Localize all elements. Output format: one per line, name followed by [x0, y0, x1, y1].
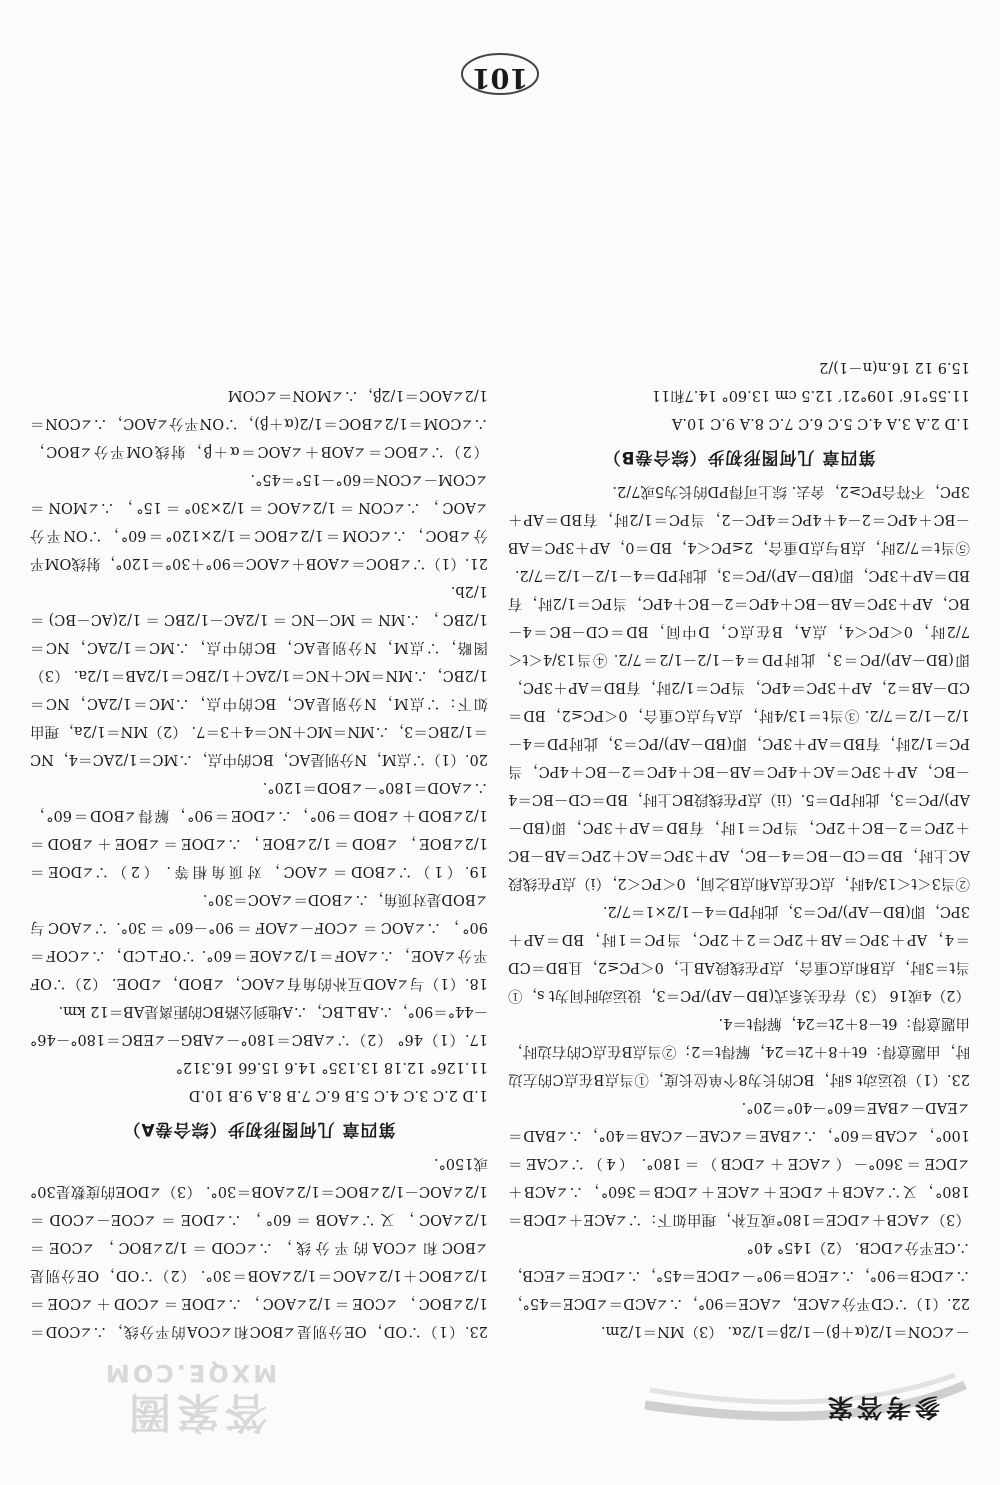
answer-paragraph: 11.126° 12.18 13.135° 14.6 15.66 16.312° [175, 1059, 488, 1075]
answer-paragraph: 20.（1）∵点M，N分别是AC，BC的中点，∴MC＝1/2AC＝4，NC＝1/2BC＝3，∴MN＝MC＋NC＝4＋3＝7. （2）MN＝1/2a，理由如下：∵点M，N分别是AC，BC的中点，∴MC＝1/2AC，NC＝1/2BC，∴MN＝MC＋NC＝1/2AC＋1/2BC＝1/2AB＝1/2a. （3）图略，∵点M，N分别是AC，BC的中点，∴MC＝1/2AC，NC＝1/2BC，∴MN＝MC－NC＝1/2AC－1/2BC＝1/2(AC－BC)＝1/2b. [30, 583, 488, 767]
answer-paragraph: 21.（1）∵∠BOC＝∠AOB＋∠AOC＝90°＋30°＝120°，射线OM平分∠BOC，∴∠COM＝1/2∠BOC＝1/2×120°＝60°，∵ON平分∠AOC，∴∠CON＝1/2∠AOC＝1/2×30°＝15°，∴∠MON＝∠COM－∠CON＝60°－15°＝45°. [30, 471, 488, 571]
answer-paragraph: －∠CON＝1/2(α＋β)－1/2β＝1/2α. （3）MN＝1/2m. [600, 1323, 970, 1339]
answer-paragraph: 17.（1）46° （2）∵∠ABC＝180°－∠ABG－∠EBC＝180°－46°－44°＝90°，∴AB⊥BC，∴A地到公路BC的距离是AB＝12 km. [30, 1003, 488, 1047]
page-header [0, 1345, 1000, 1485]
answer-paragraph: 19.（1）∵∠BOD＝∠AOC，对顶角相等. （2）∵∠DOE＝1/2∠BOE，∠BOD＝1/2∠BOE，∴∠DOE＝∠BOE＋∠BOD＝1/2∠BOD＋∠BOD＝90°，∴∠DOE＝90°，解得∠BOD＝60°，∴∠AOD＝180°－∠BOD＝120°. [30, 779, 488, 879]
answer-paragraph: （2）∵∠BOC＝∠AOB＋∠AOC＝α＋β，射线OM平分∠BOC，∴∠COM＝1/2∠BOC＝1/2(α＋β)，∵ON平分∠AOC，∴∠CON＝1/2∠AOC＝1/2β，∴∠MON＝∠COM [30, 387, 488, 459]
answer-header-label: 参考答案 [823, 1393, 940, 1422]
answer-paragraph: （2）4或16 （3）存在关系式(BD－AP)/PC＝3，设运动时间为t s，①当t＝3时，点B和点C重合，点P在线段AB上，0＜PC≤2，且BD＝CD＝4，AP＋3PC＝AB＋2PC＝2＋2PC，当PC＝1时，BD＝AP＋3PC，即(BD－AP)/PC＝3，此时PD＝4－1/2×1＝7/2. [508, 903, 970, 1003]
answer-paragraph: 1.D 2.C 3.C 4.C 5.B 6.C 7.B 8.A 9.B 10.D [188, 1087, 488, 1103]
answer-paragraph: 18.（1）与∠AOD互补的角有∠AOC，∠BOD，∠DOE. （2）∵OF平分∠AOE，∴∠AOF＝1/2∠AOE＝60°. ∵OF⊥CD，∴∠COF＝90°，∴∠AOC＝∠COF－∠AOF＝90°－60°＝30°. ∵∠AOC与∠BOD是对顶角，∴∠BOD＝∠AOC＝30°. [30, 891, 488, 991]
answer-paragraph: 1.D 2.A 3.A 4.C 5.C 6.C 7.C 8.A 9.C 10.A [671, 415, 970, 431]
answer-paragraph: ⑤当t＝7/2时，点B与点D重合，2≤PC＜4，BD＝0，AP＋3PC＝AB－BC＋4PC＝2－4＋4PC＝4PC－2，当PC＝1/2时，有BD＝AP＋3PC，不符合PC≥2，舍去. 综上可得PD的长为5或7/2. [508, 483, 970, 555]
answer-paragraph: （3）∠ACB＋∠DCE＝180°或互补，理由如下：∵∠ACE＋∠DCB＝180°，又∵∠ACB＋∠DCE＋∠ACE＋∠DCB＝360°，∴∠ACB＋∠DCE＝360°－（∠ACE＋∠DCB）＝180°. （4）∵∠CAE＝100°，∠CAB＝60°，∴∠BAE＝∠CAE－∠CAB＝40°，∴∠BAD＝∠EAD－∠BAE＝60°－40°＝20°. [508, 1099, 970, 1227]
answer-column-right [30, 125, 488, 1345]
answer-column-left [508, 125, 970, 1345]
watermark-logo: 答案圈 [123, 1388, 268, 1437]
section-heading: 第四章 几何图形初步（综合卷B） [602, 447, 876, 467]
watermark-url: MXQE.COM [102, 1359, 278, 1387]
answer-paragraph: 22.（1）∵CD平分∠ACE，∠ACE＝90°，∴∠ACD＝∠DCE＝45°，∴∠DCB＝90°，∴∠ECB＝90°－∠DCE＝45°，∴∠DCE＝∠ECB，∴CE平分∠DCB. （2）145° 40° [508, 1239, 970, 1311]
section-heading: 第四章 几何图形初步（综合卷A） [122, 1119, 396, 1139]
answer-paragraph: 15.9 12 16.n(n－1)/2 [819, 359, 970, 375]
answer-paragraph: 23.（1）设运动t s时，BC的长为8个单位长度，①当点B在点C的左边时，由题意得：6t＋8＋2t＝24，解得t＝2；②当点B在点C的右边时，由题意得：6t－8＋2t＝24，解得t＝4. [508, 1015, 970, 1087]
page-number: 101 [471, 62, 529, 93]
answer-paragraph: 11.55°16′ 109°21′ 12.5 cm 13.60° 14.7和11 [651, 387, 970, 403]
answer-paragraph: ②当3＜t＜13/4时，点C在点A和点B之间，0＜PC＜2，（i）点P在线段AC上时，BD＝CD－BC＝4－BC，AP＋3PC＝AC＋2PC＝AB－BC＋2PC＝2－BC＋2PC，当PC＝1时，有BD＝AP＋3PC，即(BD－AP)/PC＝3，此时PD＝5.（ii）点P在线段BC上时，BD＝CD－BC＝4－BC，AP＋3PC＝AC＋4PC＝AB－BC＋4PC＝2－BC＋4PC，当PC＝1/2时，有BD＝AP＋3PC，即(BD－AP)/PC＝3，此时PD＝4－1/2－1/2＝7/2. ③当t＝13/4时，点A与点C重合，0＜PC≤2，BD＝CD－AB＝2，AP＋3PC＝4PC，当PC＝1/2时，有BD＝AP＋3PC，即(BD－AP)/PC＝3，此时PD＝4－1/2－1/2＝7/2. ④当13/4＜t＜7/2时，0＜PC＜4，点A，B在点C，D中间，BD＝CD－BC＝4－BC，AP＋3PC＝AB－BC＋4PC＝2－BC＋4PC，当PC＝1/2时，有BD＝AP＋3PC，即(BD－AP)/PC＝3，此时PD＝4－1/2－1/2＝7/2. [508, 567, 970, 891]
answer-paragraph: 23.（1）∵OD，OE分别是∠BOC和∠COA的平分线，∴∠COD＝1/2∠BOC，∠COE＝1/2∠AOC，∴∠DOE＝∠COD＋∠COE＝1/2∠BOC＋1/2∠AOC＝1/2∠AOB＝30°. （2）∵OD，OE分别是∠BOC和∠COA的平分线，∴∠COD＝1/2∠BOC，∠COE＝1/2∠AOC，又∵∠AOB＝60°，∴∠DOE＝∠COE－∠COD＝1/2∠AOC－1/2∠BOC＝1/2∠AOB＝30°. （3）∠DOE的度数是30°或150°. [30, 1155, 488, 1339]
